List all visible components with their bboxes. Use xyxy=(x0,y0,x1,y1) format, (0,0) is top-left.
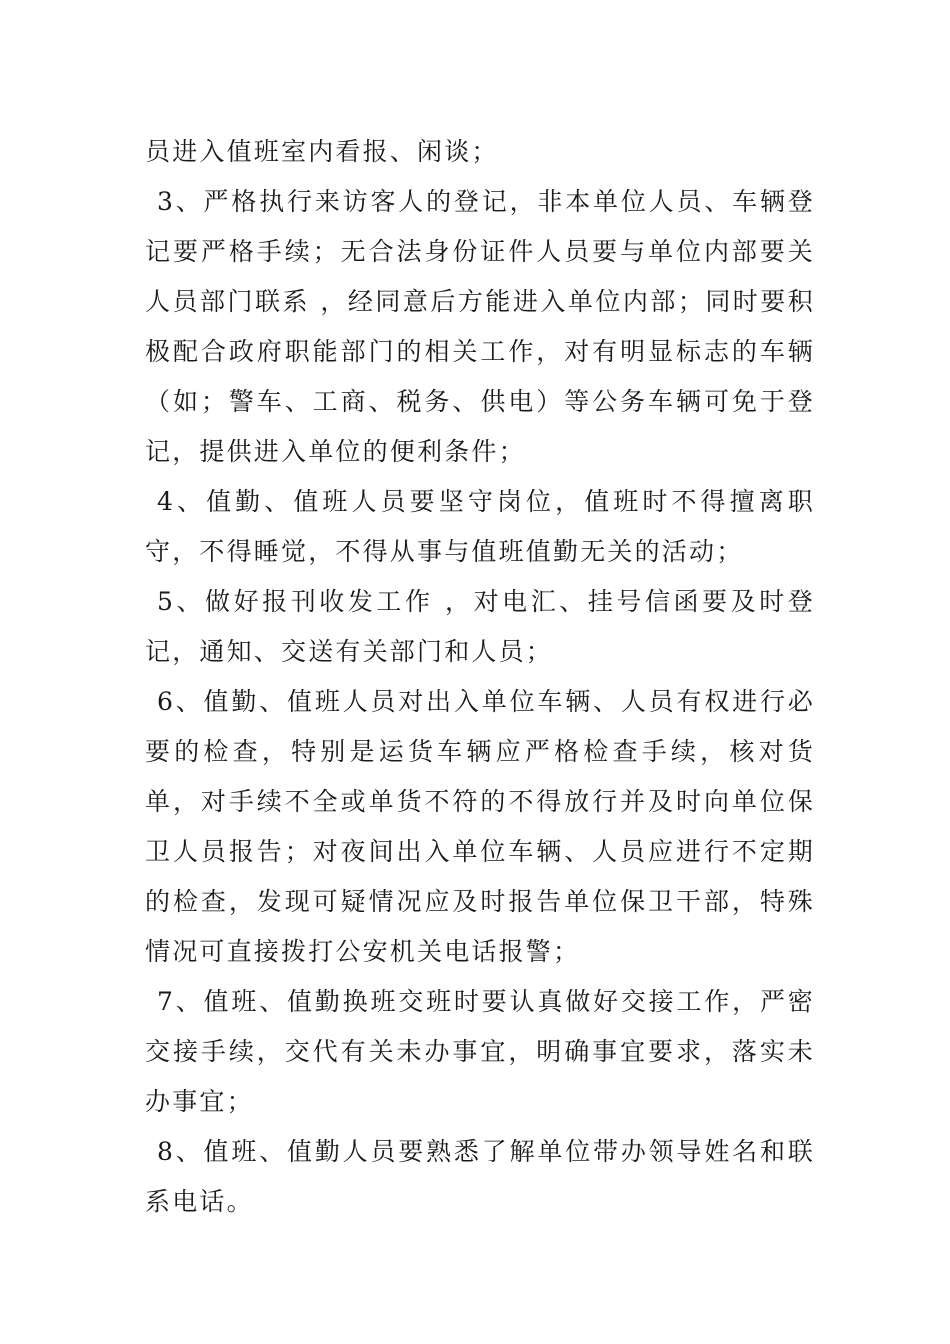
paragraph-item-5: 5、做好报刊收发工作 ，对电汇、挂号信函要及时登记，通知、交送有关部门和人员； xyxy=(145,587,815,666)
paragraph-item-3: 3、严格执行来访客人的登记，非本单位人员、车辆登记要严格手续；无合法身份证件人员要与单位内部要关人员部门联系 ，经同意后方能进入单位内部；同时要积极配合政府职能部门的相关工作，对有明显标志的车辆（如；警车、工商、税务、供电）等公务车辆可免于登记，提供进入单位的便利条件； xyxy=(145,187,815,466)
paragraph-item-4: 4、值勤、值班人员要坚守岗位，值班时不得擅离职守，不得睡觉，不得从事与值班值勤无关的活动； xyxy=(145,487,815,566)
paragraph-item-8: 8、值班、值勤人员要熟悉了解单位带办领导姓名和联系电话。 xyxy=(145,1137,815,1216)
paragraph-item-6: 6、值勤、值班人员对出入单位车辆、人员有权进行必要的检查，特别是运货车辆应严格检查手续，核对货单，对手续不全或单货不符的不得放行并及时向单位保卫人员报告；对夜间出入单位车辆、人员应进行不定期的检查，发现可疑情况应及时报告单位保卫干部，特殊情况可直接拨打公安机关电话报警； xyxy=(145,687,815,966)
paragraph-item-7: 7、值班、值勤换班交班时要认真做好交接工作，严密交接手续，交代有关未办事宜，明确事宜要求，落实未办事宜； xyxy=(145,987,815,1116)
paragraph-continued: 员进入值班室内看报、闲谈； xyxy=(145,137,499,166)
document-body xyxy=(145,127,815,1227)
